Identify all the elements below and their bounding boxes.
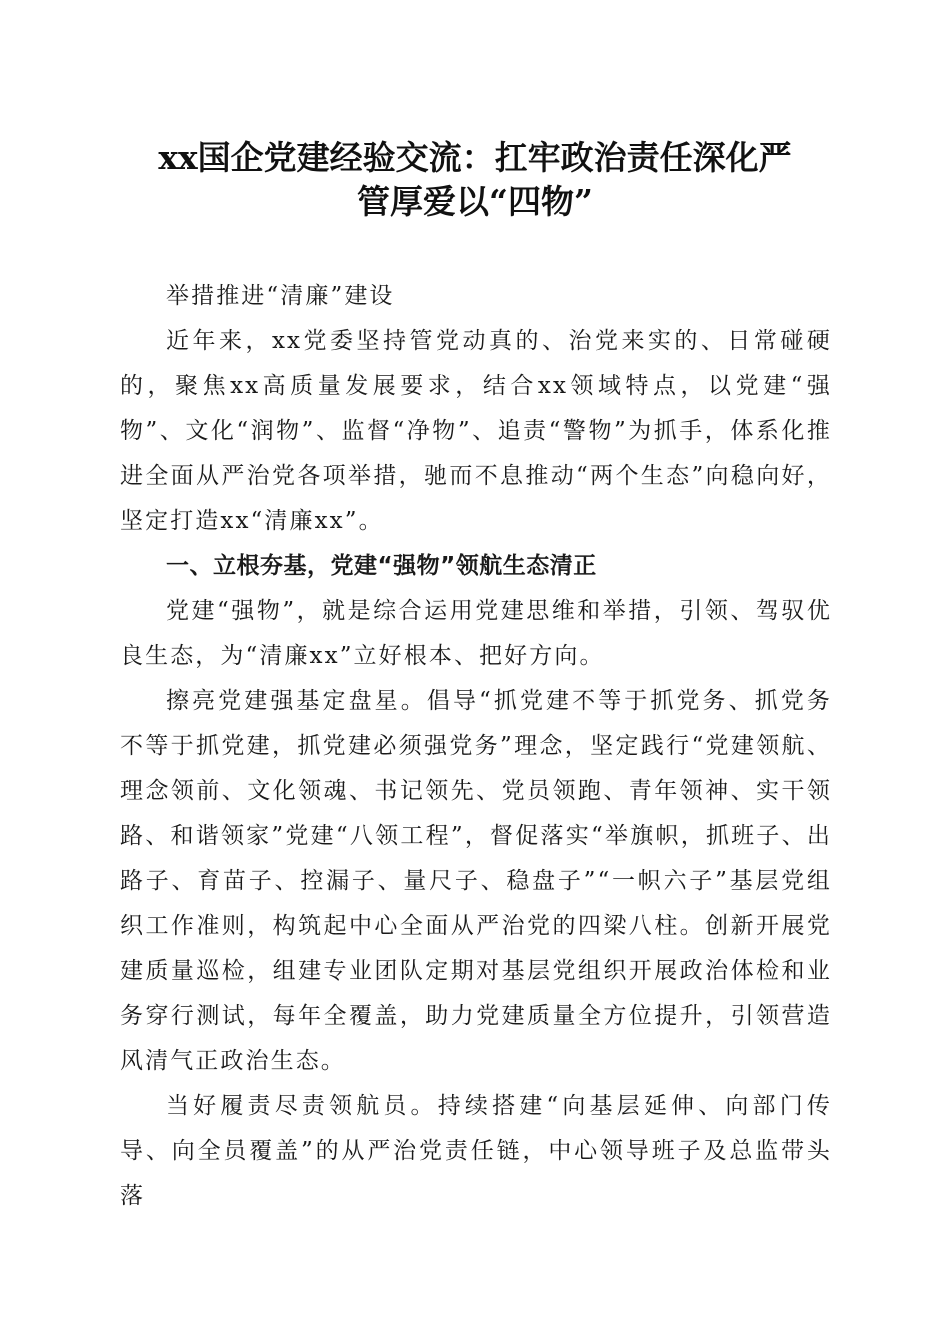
intro-paragraph: 近年来，xx党委坚持管党动真的、治党来实的、日常碰硬的，聚焦xx高质量发展要求，结合xx领域特点，以党建“强物”、文化“润物”、监督“净物”、追责“警物”为抓手，体系化推进全面从严治党各项举措，驰而不息推动“两个生态”向稳向好，坚定打造xx“清廉xx”。 (120, 328, 832, 534)
section-heading-1: 一、立根夯基，党建“强物”领航生态清正 (166, 553, 597, 579)
subtitle-paragraph: 举措推进“清廉”建设 (166, 283, 395, 309)
title-line-1: xx国企党建经验交流：扛牢政治责任深化严 (158, 138, 792, 177)
body-paragraph: 党建“强物”，就是综合运用党建思维和举措，引领、驾驭优良生态，为“清廉xx”立好根本、把好方向。 (120, 598, 832, 669)
body-paragraph: 当好履责尽责领航员。持续搭建“向基层延伸、向部门传导、向全员覆盖”的从严治党责任链，中心领导班子及总监带头落 (120, 1093, 832, 1209)
document-body (120, 274, 832, 1219)
document-title (100, 136, 850, 224)
body-paragraph: 擦亮党建强基定盘星。倡导“抓党建不等于抓党务、抓党务不等于抓党建，抓党建必须强党务”理念，坚定践行“党建领航、理念领前、文化领魂、书记领先、党员领跑、青年领神、实干领路、和谐领家”党建“八领工程”，督促落实“举旗帜，抓班子、出路子、育苗子、控漏子、量尺子、稳盘子”“一帜六子”基层党组织工作准则，构筑起中心全面从严治党的四梁八柱。创新开展党建质量巡检，组建专业团队定期对基层党组织开展政治体检和业务穿行测试，每年全覆盖，助力党建质量全方位提升，引领营造风清气正政治生态。 (120, 688, 832, 1074)
title-line-2: 管厚爱以“四物” (357, 182, 593, 221)
